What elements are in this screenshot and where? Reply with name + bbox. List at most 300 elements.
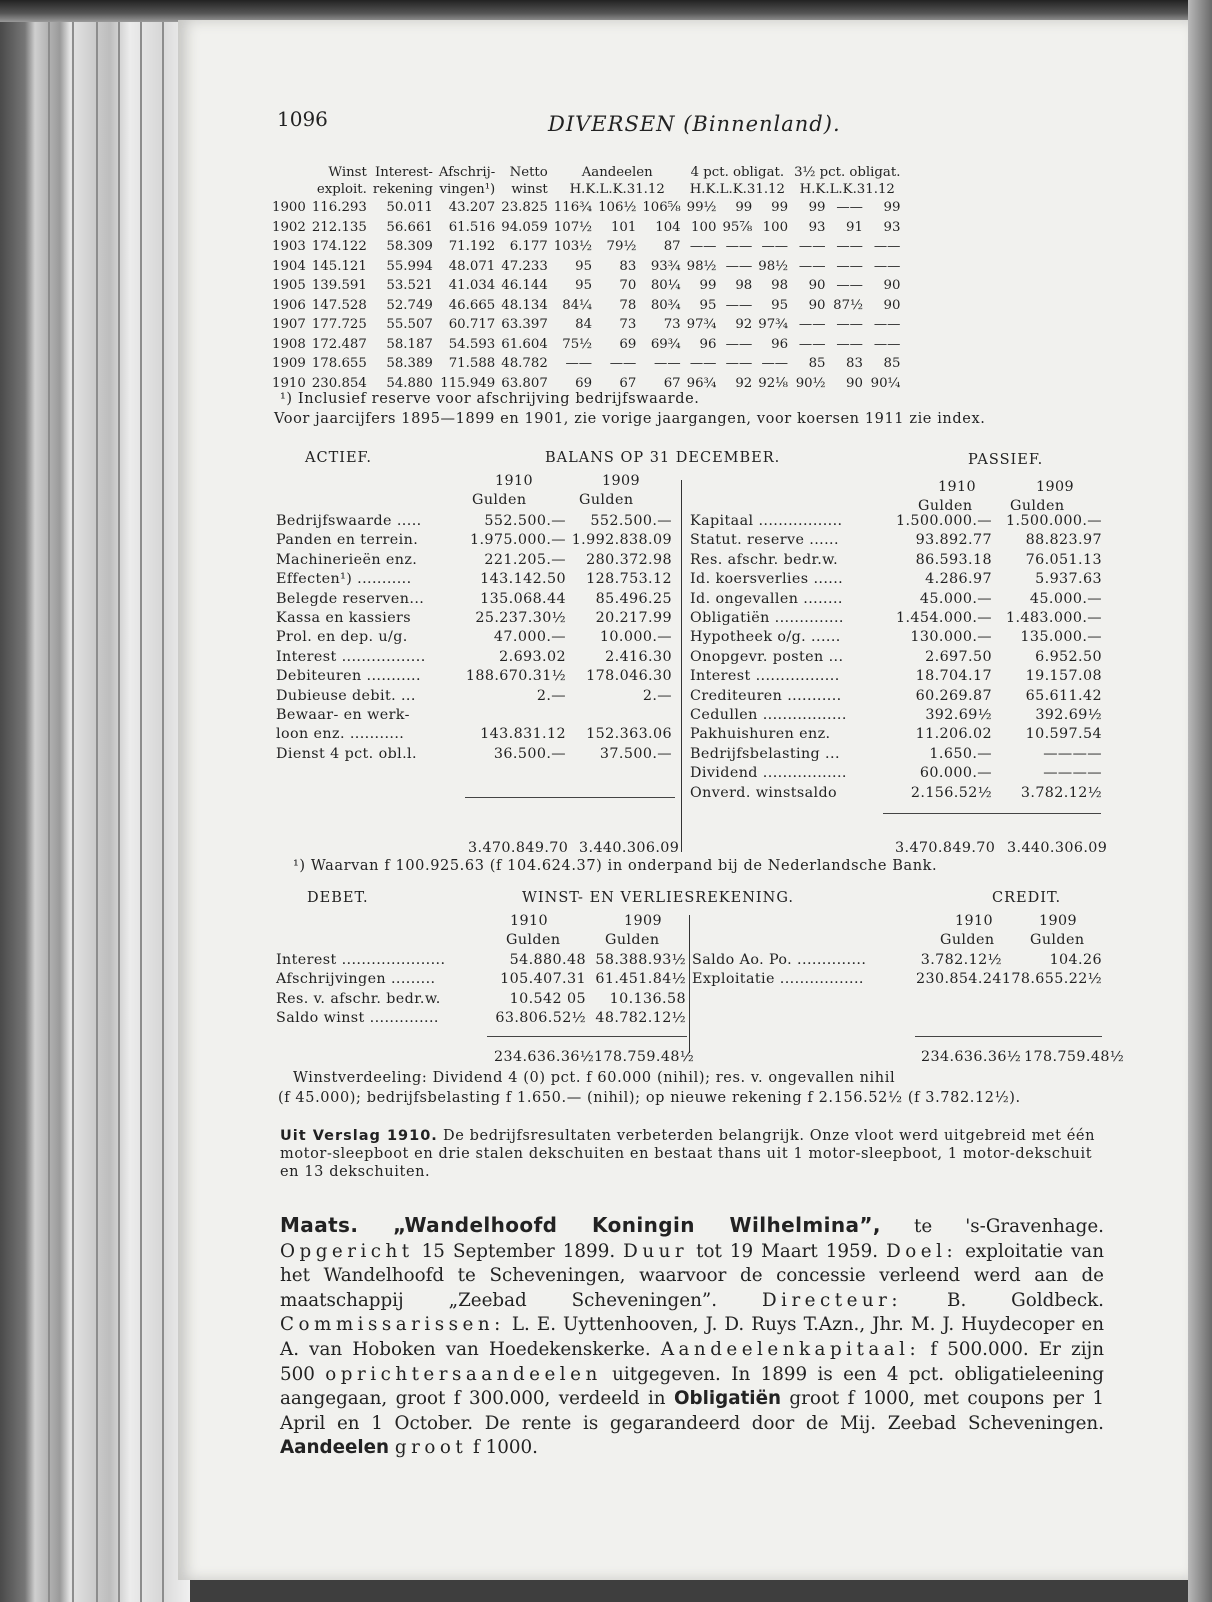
stats-cell: 95 <box>575 278 593 293</box>
row-value: 4.286.97 <box>925 571 992 588</box>
opgericht-label: Opgericht <box>280 1240 414 1262</box>
stats-cell: —— <box>761 356 789 371</box>
stats-cell: 41.034 <box>448 278 496 293</box>
oprichters-label: oprichtersaandeelen <box>325 1363 602 1385</box>
obligatien-label: Obligatiën <box>673 1388 781 1410</box>
table-row <box>690 609 1102 628</box>
col-obl4: 4 pct. obligat. <box>690 165 785 180</box>
stats-table <box>272 164 906 393</box>
row-value: 54.880.48 <box>509 952 586 968</box>
stats-cell: 54.880 <box>386 375 433 391</box>
row-value: 36.500.— <box>493 745 566 762</box>
table-row <box>690 725 1102 744</box>
stats-cell: 98 <box>771 278 789 293</box>
stats-cell: —— <box>725 239 753 254</box>
col-obl35: 3½ pct. obligat. <box>794 165 901 180</box>
row-value: 1.500.000.— <box>895 513 992 529</box>
credit-table <box>692 951 1102 990</box>
kapitaal-label: Aandeelenkapitaal: <box>660 1338 921 1360</box>
row-label: Obligatiën .............. <box>690 610 844 627</box>
stats-cell: 60.717 <box>448 317 496 332</box>
row-label: loon enz. ........... <box>276 726 405 743</box>
stats-cell: 92 <box>735 317 753 332</box>
table-row <box>276 512 672 531</box>
stats-cell: 106⅝ <box>642 200 681 215</box>
row-label: Res. afschr. bedr.w. <box>690 551 839 568</box>
stats-cell: 99 <box>771 200 789 215</box>
credit-year-1910: 1910 <box>955 913 993 929</box>
row-label: Statut. reserve ...... <box>690 532 839 549</box>
stats-cell: 96¾ <box>686 375 717 391</box>
row-label: Onverd. winstsaldo <box>690 784 838 801</box>
passief-unit-1909: Gulden <box>1010 498 1065 514</box>
debet-unit-1909: Gulden <box>605 932 660 948</box>
stats-note: Voor jaarcijfers 1895—1899 en 1901, zie vorige jaargangen, voor koersen 1911 zie index. <box>274 411 986 427</box>
stats-cell: —— <box>836 200 863 215</box>
actief-year-1910: 1910 <box>495 473 533 489</box>
actief-total-1910: 3.470.849.70 <box>468 840 569 856</box>
stats-row <box>272 296 906 316</box>
table-row <box>276 970 686 989</box>
col-afschrij-sub: vingen¹) <box>439 182 496 197</box>
stats-cell: —— <box>761 239 789 254</box>
row-value: 1.975.000.— <box>469 532 566 549</box>
row-label: Dividend ................. <box>690 765 847 782</box>
company-text-4: exploitatie van het Wandelhoofd te Scheveningen, waarvoor de concessie verleend werd aan de maatschappij „Zeebad Scheveningen”. <box>280 1240 1104 1311</box>
winst-heading: WINST- EN VERLIESREKENING. <box>522 890 794 906</box>
row-value: 1.454.000.— <box>895 610 992 627</box>
col-afschrij: Afschrij- <box>438 165 496 180</box>
stats-cell: 54.593 <box>448 336 496 352</box>
stats-cell: 71.192 <box>448 239 496 254</box>
row-value: 1.992.838.09 <box>571 532 672 549</box>
stats-cell: 48.782 <box>501 356 548 371</box>
company-text-9: groot f 1000, met coupons per 1 April en 1 October. De rente is gegarandeerd door de Mij. Zeebad Scheveningen. <box>280 1388 1105 1434</box>
stats-cell: 145.121 <box>311 258 367 274</box>
col-interest-sub: rekening <box>372 182 433 197</box>
table-row <box>276 531 672 550</box>
row-value: 20.217.99 <box>595 610 672 627</box>
row-value: 188.670.31½ <box>465 668 566 685</box>
stats-cell: 116.293 <box>311 200 367 215</box>
row-value: 280.372.98 <box>586 551 672 568</box>
stats-cell: 80¼ <box>650 278 681 293</box>
stats-year-cell: 1906 <box>272 297 306 313</box>
stats-cell: —— <box>798 239 826 254</box>
table-row <box>276 687 672 706</box>
stats-cell: 73 <box>619 317 637 332</box>
table-row <box>276 706 672 725</box>
passief-total-1909: 3.440.306.09 <box>1007 840 1108 856</box>
stats-year-cell: 1908 <box>272 336 306 352</box>
debet-year-1910: 1910 <box>510 913 548 929</box>
table-row <box>690 706 1102 725</box>
row-label: Saldo Ao. Po. .............. <box>692 952 867 968</box>
row-value: 104.26 <box>1049 952 1102 968</box>
stats-cell: 98½ <box>758 258 789 274</box>
stats-cell: 80¾ <box>650 297 681 313</box>
debet-unit-1910: Gulden <box>506 932 561 948</box>
stats-cell: 174.122 <box>311 239 367 254</box>
row-value <box>466 706 566 725</box>
row-value: ———— <box>1043 745 1102 762</box>
stats-year-cell: 1905 <box>272 278 306 293</box>
stats-cell: —— <box>725 297 753 313</box>
company-text-3: tot 19 Maart 1959. <box>688 1240 887 1262</box>
row-value: 10.542 05 <box>509 990 586 1007</box>
passief-unit-1910: Gulden <box>918 498 973 514</box>
company-text-7: f 500.000. Er zijn 500 <box>280 1338 1104 1385</box>
stats-cell: 69¾ <box>650 336 681 352</box>
company-name: Maats. „Wandelhoofd Koningin Wilhelmina”, <box>280 1213 881 1237</box>
row-value: 1.500.000.— <box>1005 513 1102 529</box>
verslag-text: De bedrijfsresultaten verbeterden belangrijk. Onze vloot werd uitgebreid met één motor-sleepboot en drie stalen dekschuiten en bestaat thans uit 1 motor-sleepboot, 1 motor-dekschuit en 13 dekschuiten. <box>280 1128 1096 1180</box>
row-value: 552.500.— <box>590 513 672 529</box>
row-value: 3.782.12½ <box>920 952 1002 968</box>
page-number: 1096 <box>277 107 328 131</box>
col-obl35-sub: H.K.L.K.31.12 <box>799 182 895 197</box>
stats-cell: —— <box>725 356 753 371</box>
row-value: 86.593.18 <box>915 551 992 568</box>
passief-total-1910: 3.470.849.70 <box>895 840 996 856</box>
row-value: 88.823.97 <box>1025 532 1102 549</box>
stats-cell: 58.187 <box>386 336 433 352</box>
credit-sum-line <box>915 1036 1102 1037</box>
stats-cell: 93 <box>808 219 826 235</box>
stats-cell: 104 <box>655 219 681 235</box>
actief-year-1909: 1909 <box>602 473 640 489</box>
row-label: Kassa en kassiers <box>276 610 412 627</box>
winstverdeeling-line-2: (f 45.000); bedrijfsbelasting f 1.650.— (nihil); op nieuwe rekening f 2.156.52½ (f 3.782.12½). <box>278 1090 1021 1106</box>
table-row <box>692 951 1102 970</box>
debet-heading: DEBET. <box>307 890 369 906</box>
credit-total-1910: 234.636.36½ <box>921 1049 1022 1065</box>
stats-row <box>272 218 906 238</box>
row-label: Pakhuishuren enz. <box>690 726 831 743</box>
debet-table <box>276 951 686 1029</box>
row-label: Onopgevr. posten ... <box>690 648 844 665</box>
row-label: Interest ................. <box>690 668 840 685</box>
stats-year-cell: 1903 <box>272 239 306 254</box>
table-row <box>276 667 672 686</box>
stats-cell: 230.854 <box>311 375 367 391</box>
stats-cell: 98½ <box>686 258 717 274</box>
stats-cell: 91 <box>846 219 863 235</box>
row-value: 10.136.58 <box>609 990 686 1007</box>
row-value: 10.597.54 <box>1025 726 1102 743</box>
verslag-paragraph <box>280 1128 1104 1181</box>
row-label: Id. ongevallen ........ <box>690 590 843 607</box>
row-label: Debiteuren ........... <box>276 668 421 685</box>
actief-total-1909: 3.440.306.09 <box>579 840 680 856</box>
actief-sum-line <box>465 797 675 798</box>
table-row <box>276 609 672 628</box>
row-value: 65.611.42 <box>1025 687 1102 704</box>
passief-year-1910: 1910 <box>938 479 976 495</box>
row-value: 19.157.08 <box>1025 668 1102 685</box>
stats-cell: 93¾ <box>650 258 681 274</box>
row-label: Effecten¹) ........... <box>276 571 412 588</box>
debet-year-1909: 1909 <box>624 913 662 929</box>
stats-row <box>272 198 906 218</box>
stats-cell: 63.807 <box>501 375 548 391</box>
stats-cell: 69 <box>575 375 593 391</box>
row-value: 152.363.06 <box>586 726 672 743</box>
stats-cell: 6.177 <box>509 239 548 254</box>
col-winst-sub: exploit. <box>316 182 367 197</box>
stats-cell: —— <box>798 336 826 352</box>
stats-cell: 70 <box>619 278 637 293</box>
row-value: 37.500.— <box>599 745 672 762</box>
stats-cell: —— <box>725 258 753 274</box>
stats-cell: 99 <box>808 200 826 215</box>
stats-cell: 115.949 <box>440 375 496 391</box>
stats-cell: 84¼ <box>562 297 593 313</box>
stats-cell: 23.825 <box>501 200 548 215</box>
stats-footnote: ¹) Inclusief reserve voor afschrijving bedrijfswaarde. <box>280 391 700 407</box>
table-row <box>690 570 1102 589</box>
table-row <box>276 745 672 764</box>
row-label: Belegde reserven... <box>276 590 425 607</box>
row-value: 178.046.30 <box>586 668 672 685</box>
table-row <box>690 784 1102 803</box>
stats-row <box>272 335 906 355</box>
stats-row <box>272 276 906 296</box>
stats-cell: 52.749 <box>386 297 433 313</box>
row-label: Afschrijvingen ......... <box>276 971 436 988</box>
row-value: 221.205.— <box>484 551 566 568</box>
table-row <box>690 590 1102 609</box>
stats-row <box>272 315 906 335</box>
row-value: 552.500.— <box>484 513 566 529</box>
row-label: Prol. en dep. u/g. <box>276 629 408 646</box>
stats-cell: —— <box>836 258 863 274</box>
row-value: 2.697.50 <box>925 648 992 665</box>
credit-unit-1909: Gulden <box>1030 932 1085 948</box>
stats-cell: 98 <box>735 278 753 293</box>
table-row <box>690 687 1102 706</box>
col-aandeelen: Aandeelen <box>581 165 653 180</box>
table-row <box>276 1009 686 1028</box>
passief-sum-line <box>883 813 1101 814</box>
stats-cell: 85 <box>883 356 901 371</box>
row-label: Exploitatie ................. <box>692 971 864 988</box>
stats-cell: —— <box>725 336 753 352</box>
stats-year-cell: 1910 <box>272 375 306 391</box>
credit-year-1909: 1909 <box>1039 913 1077 929</box>
table-row <box>276 570 672 589</box>
table-row <box>276 628 672 647</box>
row-label: Machinerieën enz. <box>276 551 418 568</box>
table-row <box>690 648 1102 667</box>
actief-table <box>276 512 672 764</box>
stats-cell: 46.665 <box>448 297 496 313</box>
col-obl4-sub: H.K.L.K.31.12 <box>689 182 785 197</box>
groot-label: groot <box>394 1437 468 1459</box>
stats-cell: —— <box>873 336 901 352</box>
stats-cell: 43.207 <box>448 200 496 215</box>
stats-cell: 95 <box>575 258 593 274</box>
debet-total-1910: 234.636.36½ <box>494 1049 595 1065</box>
stats-cell: 90 <box>846 375 863 391</box>
stats-cell: 90 <box>808 278 826 293</box>
row-value: 392.69½ <box>925 707 992 724</box>
row-label: Res. v. afschr. bedr.w. <box>276 990 441 1007</box>
stats-cell: 75½ <box>562 336 593 352</box>
stats-cell: 100 <box>762 219 789 235</box>
row-label: Hypotheek o/g. ...... <box>690 629 841 646</box>
winst-divider <box>689 915 690 1053</box>
stats-cell: 107½ <box>553 219 593 235</box>
page-title: DIVERSEN (Binnenland). <box>548 112 841 136</box>
stats-header-row-2 <box>272 181 906 198</box>
stats-cell: 99 <box>735 200 753 215</box>
stats-cell: 87 <box>663 239 681 254</box>
stats-cell: 97¾ <box>686 317 717 332</box>
stats-cell: 71.588 <box>448 356 496 371</box>
row-value: 85.496.25 <box>595 590 672 607</box>
stats-cell: —— <box>689 239 717 254</box>
debet-total-1909: 178.759.48½ <box>594 1049 695 1065</box>
stats-cell: 78 <box>619 297 637 313</box>
row-value: 76.051.13 <box>1025 551 1102 568</box>
balans-heading: BALANS OP 31 DECEMBER. <box>545 450 781 466</box>
stats-cell: 95⅞ <box>722 219 753 235</box>
stats-cell: 212.135 <box>311 219 367 235</box>
stats-cell: —— <box>836 336 863 352</box>
stats-cell: 67 <box>663 375 681 391</box>
row-value: 6.952.50 <box>1035 648 1102 665</box>
doel-label: Doel: <box>886 1240 958 1262</box>
table-row <box>690 667 1102 686</box>
row-value: 48.782.12½ <box>595 1010 686 1027</box>
stats-cell: 172.487 <box>311 336 367 352</box>
winstverdeeling-line-1: Winstverdeeling: Dividend 4 (0) pct. f 60.000 (nihil); res. v. ongevallen nihil <box>293 1070 896 1086</box>
stats-cell: 69 <box>619 336 637 352</box>
balans-divider <box>681 480 682 852</box>
table-row <box>690 531 1102 550</box>
stats-cell: 79½ <box>606 239 637 254</box>
balans-footnote: ¹) Waarvan f 100.925.63 (f 104.624.37) in onderpand bij de Nederlandsche Bank. <box>293 858 938 874</box>
stats-cell: 139.591 <box>311 278 367 293</box>
stats-cell: 90 <box>883 278 901 293</box>
row-label: Bewaar- en werk- <box>276 707 410 724</box>
stats-cell: 48.134 <box>501 297 548 313</box>
stats-cell: 61.516 <box>448 219 496 235</box>
row-value: 392.69½ <box>1035 707 1102 724</box>
stats-cell: 94.059 <box>501 219 548 235</box>
stats-cell: 55.507 <box>386 317 433 332</box>
col-netto-sub: winst <box>511 182 548 197</box>
stats-cell: 87½ <box>833 297 863 313</box>
stats-cell: —— <box>836 278 863 293</box>
stats-cell: 116¾ <box>553 200 593 215</box>
stats-cell: 99 <box>699 278 717 293</box>
row-value: 47.000.— <box>493 629 566 646</box>
credit-total-1909: 178.759.48½ <box>1024 1049 1125 1065</box>
stats-cell: 97¾ <box>758 317 789 332</box>
row-value: 61.451.84½ <box>595 971 686 988</box>
row-value: 58.388.93½ <box>595 952 686 968</box>
stats-cell: 56.661 <box>386 219 433 235</box>
stats-row <box>272 354 906 374</box>
table-row <box>276 951 686 970</box>
stats-cell: —— <box>836 317 863 332</box>
passief-year-1909: 1909 <box>1036 479 1074 495</box>
stats-cell: 67 <box>619 375 637 391</box>
stats-cell: 96 <box>699 336 717 352</box>
stats-cell: 95 <box>699 297 717 313</box>
actief-heading: ACTIEF. <box>305 450 372 466</box>
row-value: 130.000.— <box>910 629 992 646</box>
stats-cell: 96 <box>771 336 789 352</box>
top-shadow <box>0 0 1212 22</box>
stats-year-cell: 1900 <box>272 200 306 215</box>
row-value: 2.416.30 <box>605 648 672 665</box>
row-label: Interest ................. <box>276 648 426 665</box>
company-text-5: B. Goldbeck. <box>902 1289 1104 1311</box>
table-row <box>276 551 672 570</box>
directeur-label: Directeur: <box>761 1289 903 1311</box>
table-row <box>690 512 1102 531</box>
stats-cell: 92⅛ <box>758 375 789 391</box>
stats-cell: —— <box>873 317 901 332</box>
stats-cell: 95 <box>771 297 789 313</box>
stats-cell: 46.144 <box>501 278 548 293</box>
row-value: 2.693.02 <box>499 648 566 665</box>
stats-cell: —— <box>873 258 901 274</box>
row-label: Saldo winst .............. <box>276 1010 439 1027</box>
row-label: Cedullen ................. <box>690 707 847 724</box>
company-text-2: 15 September 1899. <box>413 1240 624 1262</box>
table-row <box>690 764 1102 783</box>
table-row <box>276 590 672 609</box>
row-label: Interest ..................... <box>276 952 446 968</box>
passief-heading: PASSIEF. <box>968 452 1044 468</box>
credit-unit-1910: Gulden <box>940 932 995 948</box>
row-value: 63.806.52½ <box>495 1010 586 1027</box>
actief-unit-1910: Gulden <box>472 492 527 508</box>
stats-row <box>272 237 906 257</box>
stats-cell: 106½ <box>598 200 637 215</box>
company-text-1: te 's-Gravenhage. <box>880 1216 1104 1237</box>
stats-cell: 83 <box>846 356 863 371</box>
row-value: 11.206.02 <box>915 726 992 743</box>
row-label: Panden en terrein. <box>276 532 419 549</box>
row-value: 18.704.17 <box>915 668 992 685</box>
book-edge <box>0 0 190 1602</box>
debet-sum-line <box>487 1036 687 1037</box>
row-value: 2.— <box>536 687 566 704</box>
stats-cell: 58.309 <box>386 239 433 254</box>
stats-cell: 50.011 <box>386 200 433 215</box>
col-winst: Winst <box>328 165 367 180</box>
stats-cell: —— <box>689 356 717 371</box>
row-value: 135.000.— <box>1020 629 1102 646</box>
stats-cell: 58.389 <box>386 356 433 371</box>
table-row <box>276 725 672 744</box>
row-value: 2.— <box>642 687 672 704</box>
row-value: 25.237.30½ <box>475 610 566 627</box>
table-row <box>276 990 686 1009</box>
duur-label: Duur <box>623 1240 689 1262</box>
stats-cell: 90¼ <box>870 375 901 391</box>
company-text-10: f 1000. <box>467 1437 538 1459</box>
row-label: Crediteuren ........... <box>690 687 842 704</box>
row-value: 143.831.12 <box>480 726 566 743</box>
stats-cell: 90 <box>883 297 901 313</box>
company-text-8: uitgegeven. In 1899 is een 4 pct. obligatieleening aangegaan, groot f 300.000, verdeeld in <box>280 1363 1104 1410</box>
